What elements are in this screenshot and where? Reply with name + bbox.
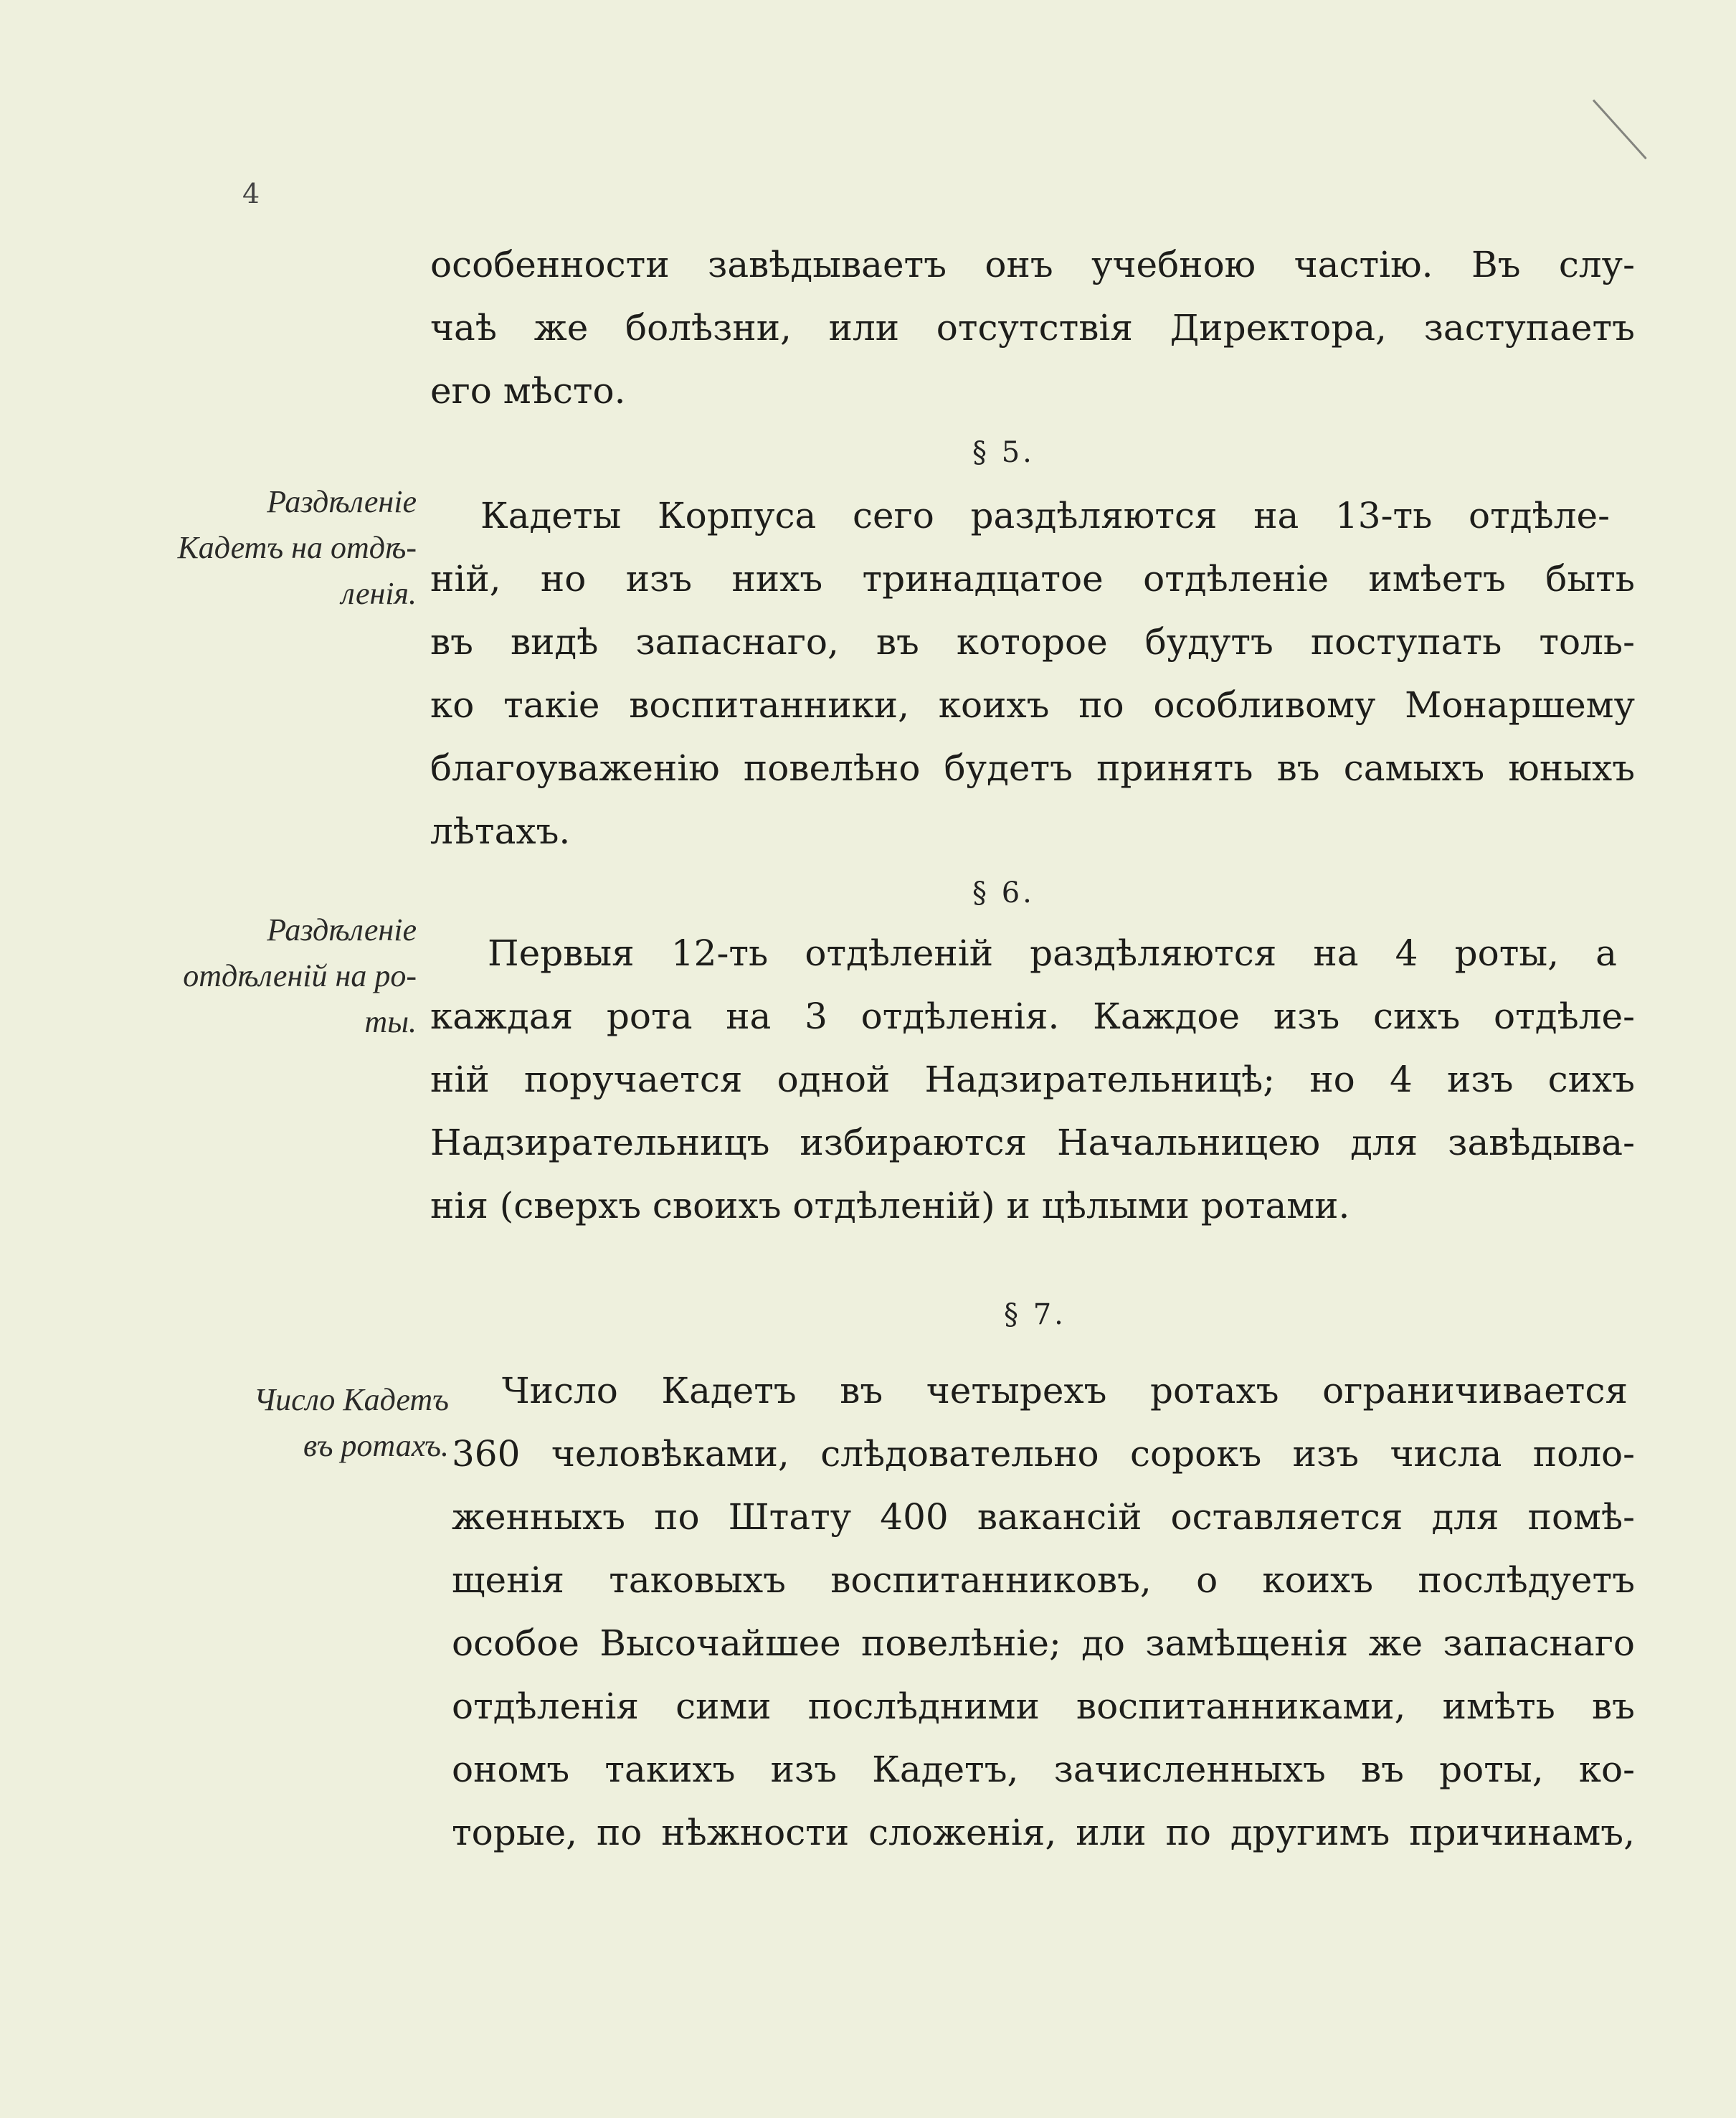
section-heading-6: § 6.	[972, 876, 1035, 909]
text-line: лѣтахъ.	[430, 810, 571, 852]
text-line: его мѣсто.	[430, 370, 626, 412]
section-heading-7: § 7.	[1004, 1298, 1066, 1331]
text-line: Кадеты Корпуса сего раздѣляются на 13-ть отдѣле-	[480, 495, 1610, 536]
text-line: чаѣ же болѣзни, или отсутствія Директора, заступаетъ	[430, 307, 1635, 349]
text-line: каждая рота на 3 отдѣленія. Каждое изъ сихъ отдѣле-	[430, 996, 1635, 1037]
text-line: благоуваженію повелѣно будетъ принять въ самыхъ юныхъ	[430, 747, 1635, 789]
text-line: ко такіе воспитанники, коихъ по особливому Монаршему	[430, 684, 1635, 726]
section-heading-5: § 5.	[972, 436, 1035, 469]
text-line: ній поручается одной Надзирательницѣ; но 4 изъ сихъ	[430, 1059, 1635, 1100]
paragraph-section-7-first	[502, 1359, 1628, 1422]
margin-note-line: Кадетъ на отдѣ-	[177, 530, 417, 565]
text-line: 360 человѣками, слѣдовательно сорокъ изъ числа поло-	[452, 1433, 1635, 1475]
paragraph-continuation	[430, 233, 1635, 422]
text-line: въ видѣ запаснаго, въ которое будутъ поступать толь-	[430, 621, 1635, 663]
scan-mark	[1593, 99, 1647, 159]
paragraph-section-7	[452, 1422, 1635, 1864]
text-line: отдѣленія сими послѣдними воспитанниками, имѣть въ	[452, 1686, 1635, 1727]
text-line: нія (сверхъ своихъ отдѣленій) и цѣлыми ротами.	[430, 1185, 1350, 1226]
text-line: торые, по нѣжности сложенія, или по другимъ причинамъ,	[452, 1812, 1635, 1853]
text-line: ній, но изъ нихъ тринадцатое отдѣленіе имѣетъ быть	[430, 558, 1635, 600]
paragraph-section-5-first	[480, 484, 1610, 547]
paragraph-section-5	[430, 547, 1635, 863]
text-line: женныхъ по Штату 400 вакансій оставляется для помѣ-	[452, 1496, 1635, 1538]
text-line: особое Высочайшее повелѣніе; до замѣщенія же запаснаго	[452, 1622, 1635, 1664]
margin-note-number-of-cadets	[254, 1377, 449, 1469]
margin-note-line: Раздѣленіе	[267, 484, 417, 519]
text-line: Число Кадетъ въ четырехъ ротахъ ограничивается	[502, 1370, 1628, 1412]
margin-note-division-into-companies	[183, 907, 417, 1045]
margin-note-line: ты.	[364, 1004, 417, 1039]
paragraph-section-6-first	[488, 922, 1617, 985]
text-line: Первыя 12-ть отдѣленій раздѣляются на 4 роты, а	[488, 932, 1617, 974]
margin-note-line: Число Кадетъ	[253, 1382, 449, 1417]
margin-note-division-of-cadets	[178, 479, 417, 617]
text-line: Надзирательницъ избираются Начальницею для завѣдыва-	[430, 1122, 1635, 1163]
page-number: 4	[242, 178, 260, 209]
margin-note-line: отдѣленій на ро-	[183, 958, 417, 993]
margin-note-line: въ ротахъ.	[303, 1428, 449, 1463]
paragraph-section-6	[430, 985, 1635, 1237]
text-line: щенія таковыхъ воспитанниковъ, о коихъ послѣдуетъ	[452, 1559, 1635, 1601]
margin-note-line: Раздѣленіе	[267, 912, 417, 947]
text-line: особенности завѣдываетъ онъ учебною частію. Въ слу-	[430, 244, 1635, 285]
margin-note-line: ленія.	[341, 576, 417, 611]
text-line: ономъ такихъ изъ Кадетъ, зачисленныхъ въ роты, ко-	[452, 1749, 1635, 1790]
